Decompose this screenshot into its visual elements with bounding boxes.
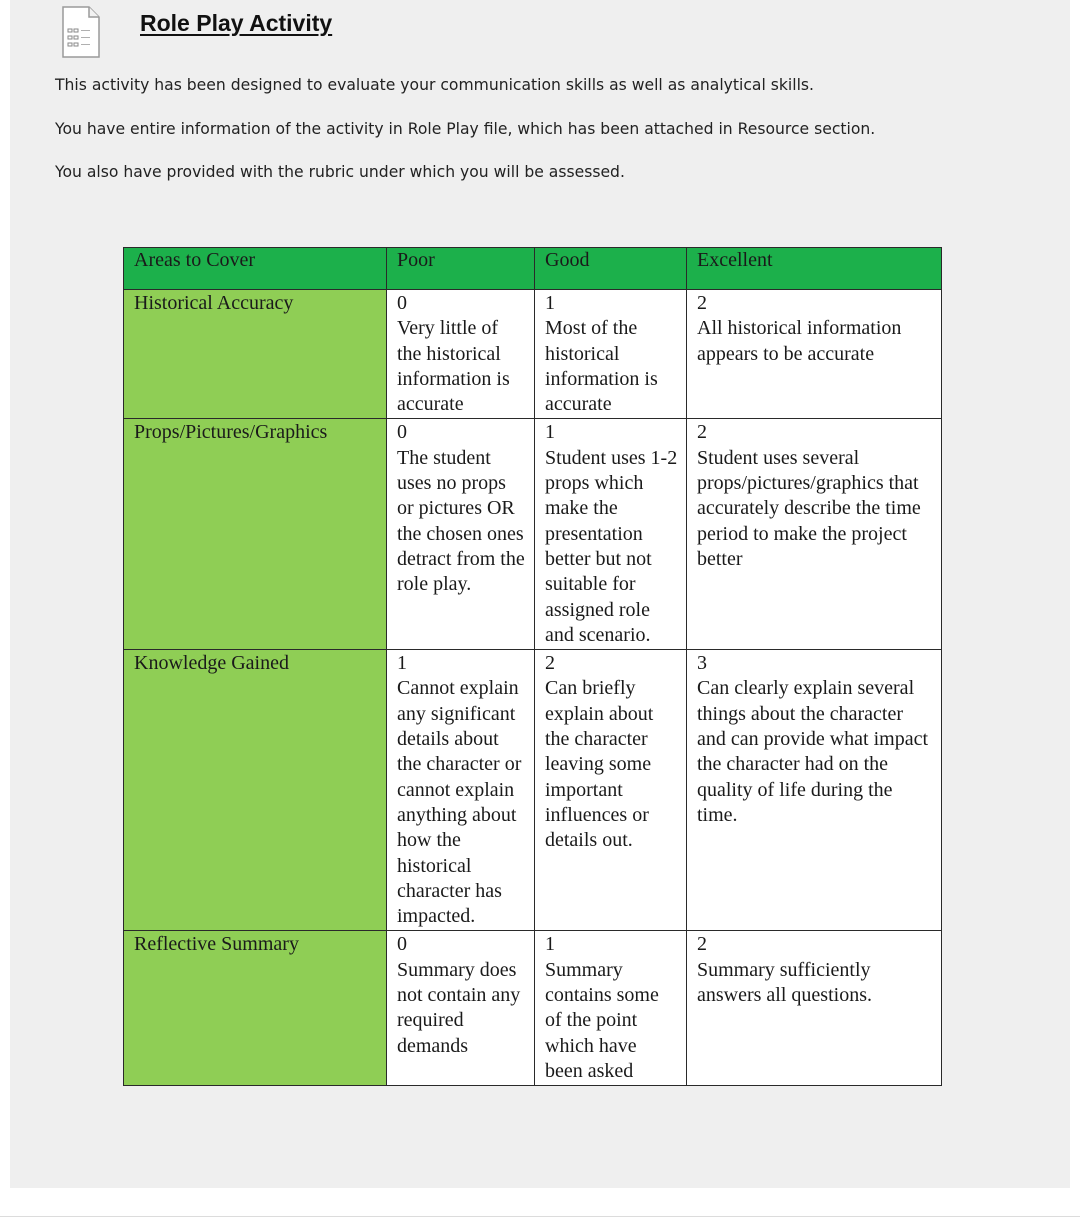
area-cell: Props/Pictures/Graphics	[124, 419, 387, 650]
divider	[0, 1216, 1080, 1217]
score-value: 0	[397, 421, 407, 444]
criteria-text: Summary contains some of the point which have been asked	[545, 958, 659, 1082]
excellent-cell	[687, 290, 942, 419]
poor-cell	[387, 931, 535, 1086]
document-icon[interactable]	[62, 6, 100, 58]
criteria-text: Very little of the historical information is accurate	[397, 317, 510, 416]
excellent-cell	[687, 650, 942, 931]
column-header-excellent: Excellent	[687, 248, 942, 290]
score-value: 2	[697, 933, 707, 956]
poor-cell	[387, 290, 535, 419]
column-header-poor: Poor	[387, 248, 535, 290]
excellent-cell	[687, 419, 942, 650]
score-value: 0	[397, 292, 407, 314]
score-value: 1	[545, 933, 555, 956]
score-value: 2	[545, 652, 555, 675]
rubric-header-row	[124, 248, 942, 290]
criteria-text: Student uses 1-2 props which make the presentation better but not suitable for assigned role and scenario.	[545, 446, 678, 646]
rubric-table	[123, 247, 942, 1086]
score-value: 1	[545, 421, 555, 444]
score-value: 2	[697, 292, 707, 314]
good-cell	[535, 650, 687, 931]
poor-cell	[387, 650, 535, 931]
criteria-text: Cannot explain any significant details about the character or cannot explain anything about how the historical character has impacted.	[397, 677, 522, 928]
intro-line-3: You also have provided with the rubric under which you will be assessed.	[55, 163, 625, 181]
criteria-text: Can briefly explain about the character leaving some important influences or details out.	[545, 677, 654, 852]
good-cell	[535, 290, 687, 419]
area-cell: Knowledge Gained	[124, 650, 387, 931]
criteria-text: The student uses no props or pictures OR the chosen ones detract from the role play.	[397, 446, 525, 596]
criteria-text: Most of the historical information is accurate	[545, 317, 658, 416]
poor-cell	[387, 419, 535, 650]
good-cell	[535, 931, 687, 1086]
excellent-cell	[687, 931, 942, 1086]
criteria-text: Summary sufficiently answers all questions.	[697, 958, 872, 1007]
criteria-text: All historical information appears to be accurate	[697, 317, 902, 365]
table-row	[124, 290, 942, 419]
area-cell: Historical Accuracy	[124, 290, 387, 419]
score-value: 1	[397, 652, 407, 675]
table-row	[124, 650, 942, 931]
good-cell	[535, 419, 687, 650]
intro-line-2: You have entire information of the activity in Role Play file, which has been attached in Resource section.	[55, 120, 876, 138]
criteria-text: Summary does not contain any required demands	[397, 958, 521, 1057]
score-value: 2	[697, 421, 707, 444]
score-value: 0	[397, 933, 407, 956]
column-header-good: Good	[535, 248, 687, 290]
table-row	[124, 931, 942, 1086]
criteria-text: Student uses several props/pictures/graphics that accurately describe the time period to make the project better	[697, 446, 921, 570]
intro-line-1: This activity has been designed to evaluate your communication skills as well as analytical skills.	[55, 76, 815, 94]
page-title: Role Play Activity	[140, 10, 333, 36]
score-value: 1	[545, 292, 555, 314]
score-value: 3	[697, 652, 707, 675]
table-row	[124, 419, 942, 650]
criteria-text: Can clearly explain several things about the character and can provide what impact the character had on the quality of life during the time.	[697, 677, 929, 826]
column-header-areas: Areas to Cover	[124, 248, 387, 290]
area-cell: Reflective Summary	[124, 931, 387, 1086]
